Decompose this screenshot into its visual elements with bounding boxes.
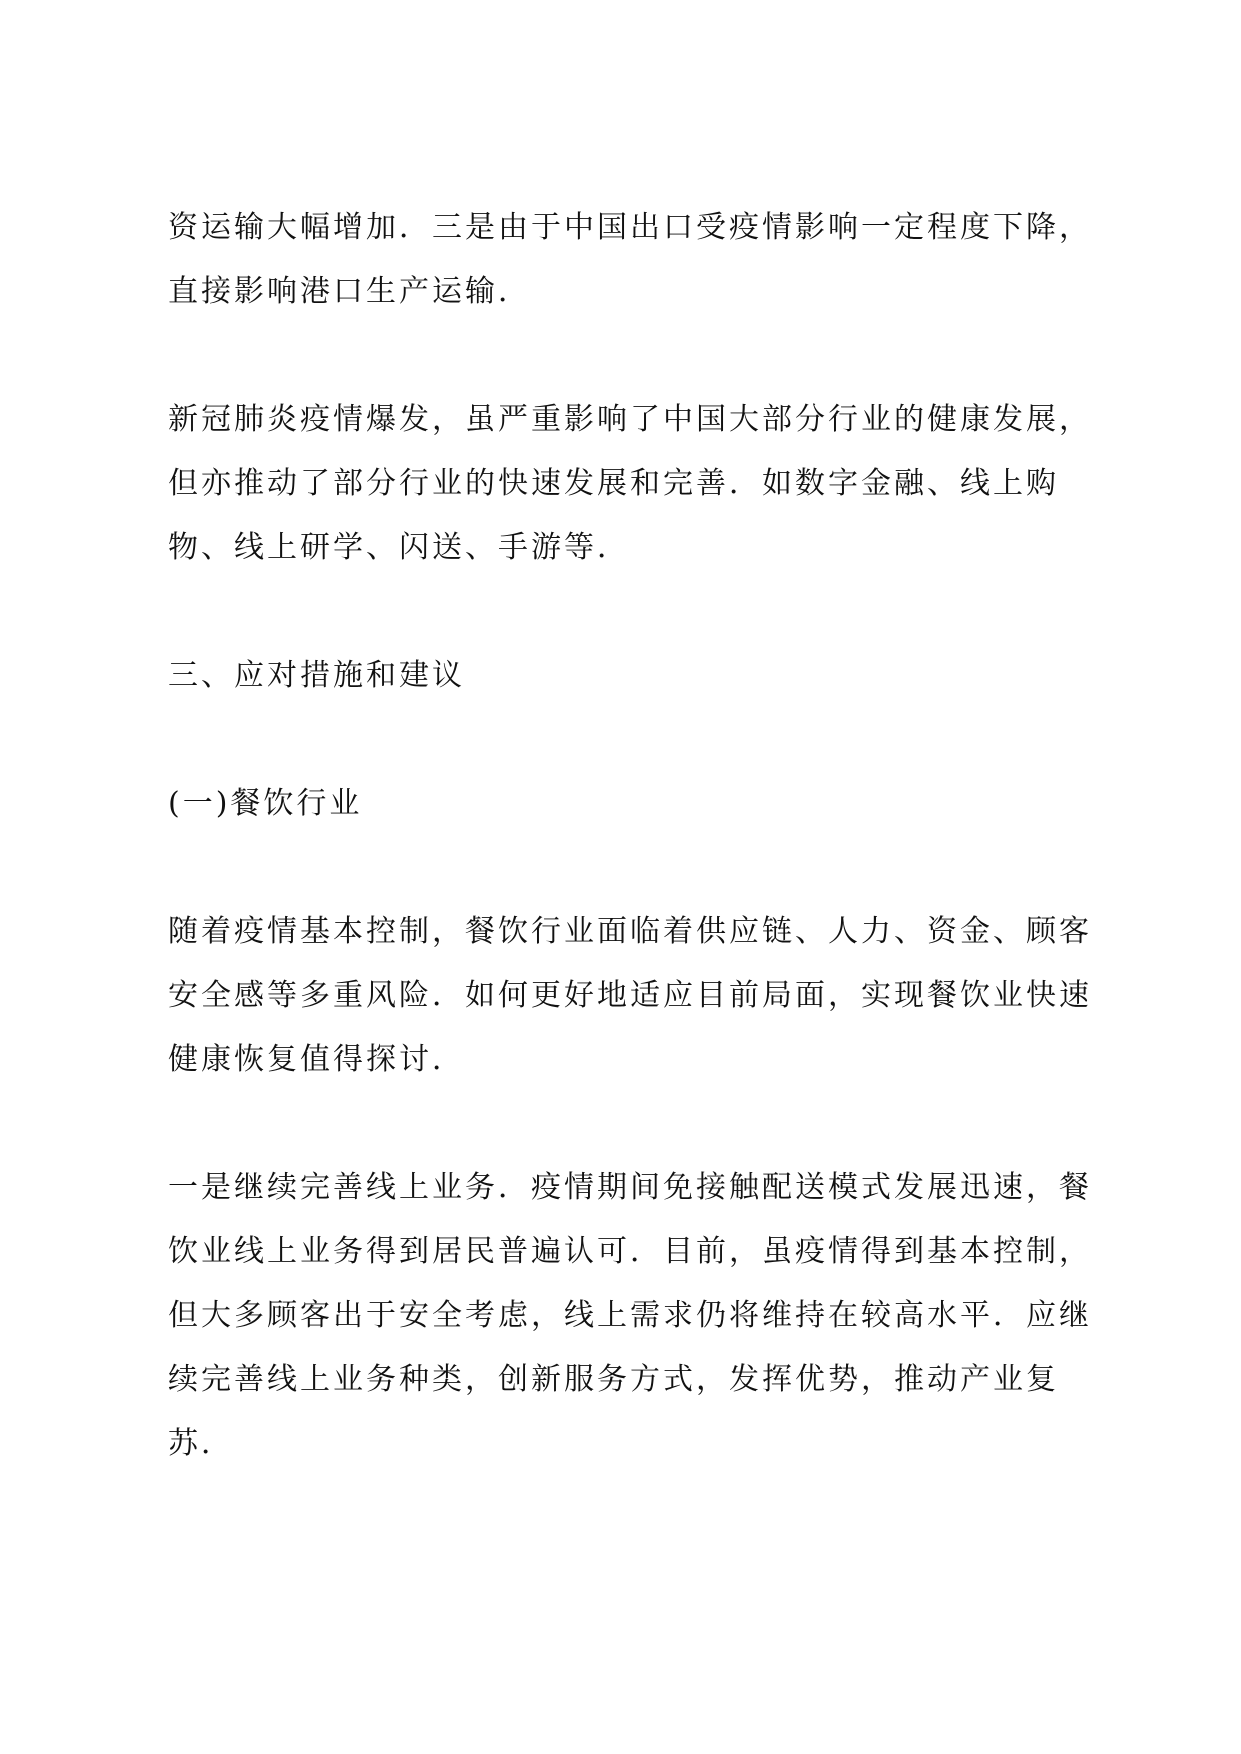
text-line: 安全感等多重风险．如何更好地适应目前局面，实现餐饮业快速 xyxy=(168,978,1092,1013)
text-line: 随着疫情基本控制，餐饮行业面临着供应链、人力、资金、顾客 xyxy=(168,914,1092,949)
text-line: 一是继续完善线上业务．疫情期间免接触配送模式发展迅速，餐 xyxy=(168,1170,1092,1205)
text-line: 续完善线上业务种类，创新服务方式，发挥优势，推动产业复 xyxy=(168,1362,1059,1397)
text-line: 苏． xyxy=(168,1426,234,1461)
paragraph-catering-risks xyxy=(168,900,1108,1092)
text-line: 资运输大幅增加．三是由于中国出口受疫情影响一定程度下降， xyxy=(168,210,1092,245)
document-body xyxy=(168,196,1108,1476)
text-line: 健康恢复值得探讨． xyxy=(168,1042,465,1077)
text-line: 新冠肺炎疫情爆发，虽严重影响了中国大部分行业的健康发展， xyxy=(168,402,1092,437)
text-line: 饮业线上业务得到居民普遍认可．目前，虽疫情得到基本控制， xyxy=(168,1234,1092,1269)
text-line: 但大多顾客出于安全考虑，线上需求仍将维持在较高水平．应继 xyxy=(168,1298,1092,1333)
paragraph-port-transport xyxy=(168,196,1108,324)
subsection-heading-catering xyxy=(168,772,1108,836)
paragraph-online-business xyxy=(168,1156,1108,1476)
text-line: 直接影响港口生产运输． xyxy=(168,274,531,309)
paragraph-industry-impact xyxy=(168,388,1108,580)
heading-text: 三、应对措施和建议 xyxy=(168,658,465,693)
text-line: 但亦推动了部分行业的快速发展和完善．如数字金融、线上购 xyxy=(168,466,1059,501)
heading-text: (一)餐饮行业 xyxy=(168,786,363,821)
text-line: 物、线上研学、闪送、手游等． xyxy=(168,530,630,565)
section-heading-measures xyxy=(168,644,1108,708)
